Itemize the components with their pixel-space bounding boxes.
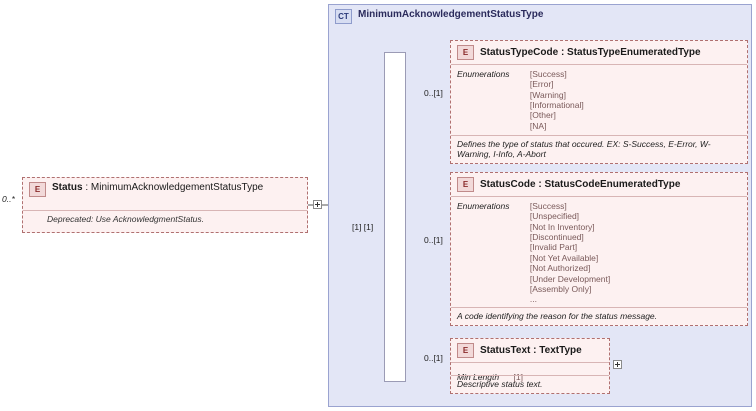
facet-label-enumerations: Enumerations [457,69,510,79]
complex-type-header [329,5,751,28]
enumeration-item: [Success] [529,201,567,211]
divider [23,210,307,211]
element-tag-icon: E [457,343,474,358]
element-statuscode-annotation: A code identifying the reason for the status message. [451,307,747,325]
enumeration-item: [Informational] [529,100,584,111]
enumeration-item: [Under Development] [529,273,611,284]
element-statustext-header [451,339,609,363]
element-statuscode-facets [451,197,747,309]
enumeration-item: [Discontinued] [529,232,584,243]
element-statuscode-header [451,173,747,197]
enumeration-list [530,201,610,305]
facet-label-enumerations: Enumerations [457,201,510,211]
element-statuscode-title: StatusCode : StatusCodeEnumeratedType [480,179,681,190]
enumeration-item: [Not In Inventory] [529,221,595,232]
element-status-title: Status : MinimumAcknowledgementStatusType [52,182,264,193]
complex-type-tag-icon: CT [335,9,352,24]
element-statustypecode-title: StatusTypeCode : StatusTypeEnumeratedType [480,47,701,58]
element-tag-icon: E [457,177,474,192]
occurrence-statustext: 0..[1] [424,353,443,363]
element-statustext-annotation: Descriptive status text. [451,375,609,393]
expand-statustext-toggle[interactable] [613,360,622,369]
element-status[interactable] [22,177,308,233]
facet-value-min-length: [1] [513,372,523,382]
element-statustypecode-annotation: Defines the type of status that occured. EX: S-Success, E-Error, W-Warning, I-Info, A-Abort [451,135,747,163]
enumeration-item: [NA] [529,120,547,131]
element-tag-icon: E [457,45,474,60]
enumeration-list [530,69,584,131]
element-statustypecode[interactable] [450,40,748,164]
enumeration-item: [Not Authorized] [529,263,591,274]
occurrence-sequence: [1] [1] [352,222,374,232]
complex-type-title: MinimumAcknowledgementStatusType [358,9,544,20]
element-status-header [23,178,307,201]
element-statustext[interactable] [450,338,610,394]
enumeration-item: [Warning] [529,89,566,100]
enumeration-item: [Unspecified] [529,211,580,222]
occurrence-status: 0..* [2,194,15,204]
enumeration-item: ... [529,294,537,305]
enumeration-item: [Success] [529,69,567,79]
expand-status-toggle[interactable] [313,200,322,209]
occurrence-statuscode: 0..[1] [424,235,443,245]
element-statustext-title: StatusText : TextType [480,345,582,356]
occurrence-statustypecode: 0..[1] [424,88,443,98]
facet-label-min-length: Min Length [457,372,500,382]
sequence-compositor[interactable] [384,52,406,382]
element-tag-icon: E [29,182,46,197]
enumeration-item: [Not Yet Available] [529,252,599,263]
element-statustypecode-facets [451,65,747,135]
enumeration-item: [Error] [529,79,554,90]
enumeration-item: [Assembly Only] [529,283,592,294]
element-statustypecode-header [451,41,747,65]
element-status-annotation: Deprecated: Use AcknowledgmentStatus. [47,214,205,224]
enumeration-item: [Invalid Part] [529,242,578,253]
enumeration-item: [Other] [529,110,556,121]
element-statuscode[interactable] [450,172,748,326]
